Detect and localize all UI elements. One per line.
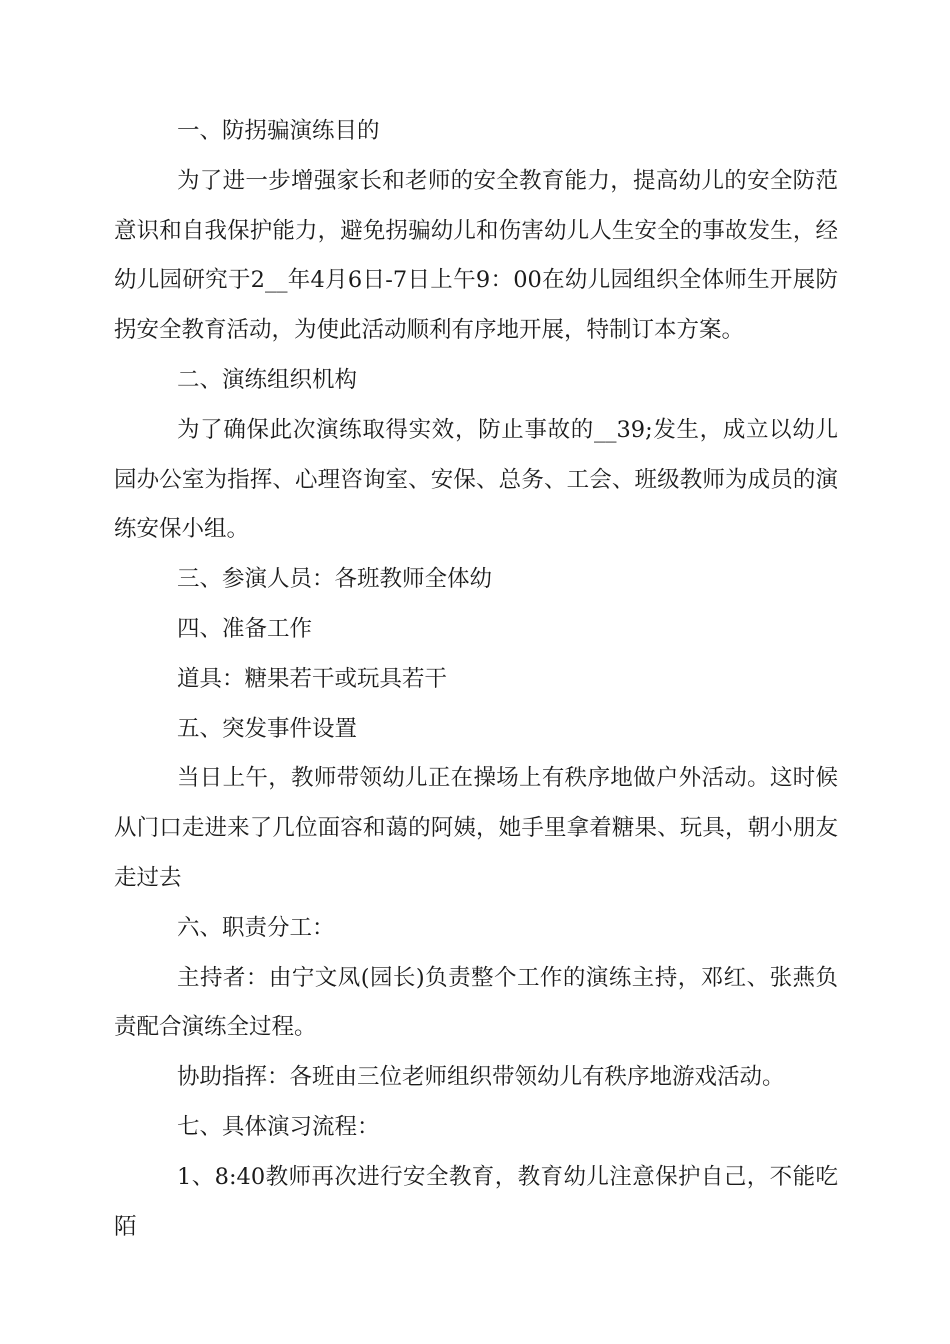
- paragraph-drill-purpose: 为了进一步增强家长和老师的安全教育能力，提高幼儿的安全防范意识和自我保护能力，避免拐骗幼儿和伤害幼儿人生安全的事故发生，经幼儿园研究于2__年4月6日-7日上午9：00在幼儿园组织全体师生开展防拐安全教育活动，为使此活动顺利有序地开展，特制订本方案。: [114, 167, 838, 344]
- heading-responsibilities: 六、职责分工：: [177, 914, 335, 941]
- heading-procedure: 七、具体演习流程：: [177, 1113, 380, 1140]
- document-body: [114, 107, 838, 1252]
- heading-incident-setup: 五、突发事件设置: [177, 715, 358, 742]
- paragraph-organization: 为了确保此次演练取得实效，防止事故的__39;发生，成立以幼儿园办公室为指挥、心理咨询室、安保、总务、工会、班级教师为成员的演练安保小组。: [114, 416, 838, 543]
- paragraph-assist: 协助指挥：各班由三位老师组织带领幼儿有秩序地游戏活动。: [177, 1064, 785, 1091]
- heading-participants: 三、参演人员：各班教师全体幼: [177, 566, 493, 593]
- heading-organization: 二、演练组织机构: [177, 366, 358, 393]
- paragraph-props: 道具：糖果若干或玩具若干: [177, 665, 448, 692]
- heading-drill-purpose: 一、防拐骗演练目的: [177, 118, 380, 144]
- paragraph-procedure-step-1: 1、8:40教师再次进行安全教育，教育幼儿注意保护自己，不能吃陌: [114, 1163, 838, 1240]
- paragraph-host: 主持者：由宁文凤(园长)负责整个工作的演练主持，邓红、张燕负责配合演练全过程。: [114, 964, 838, 1041]
- heading-preparation: 四、准备工作: [177, 615, 313, 642]
- paragraph-incident-setup: 当日上午，教师带领幼儿正在操场上有秩序地做户外活动。这时候从门口走进来了几位面容和蔼的阿姨，她手里拿着糖果、玩具，朝小朋友走过去: [114, 765, 838, 891]
